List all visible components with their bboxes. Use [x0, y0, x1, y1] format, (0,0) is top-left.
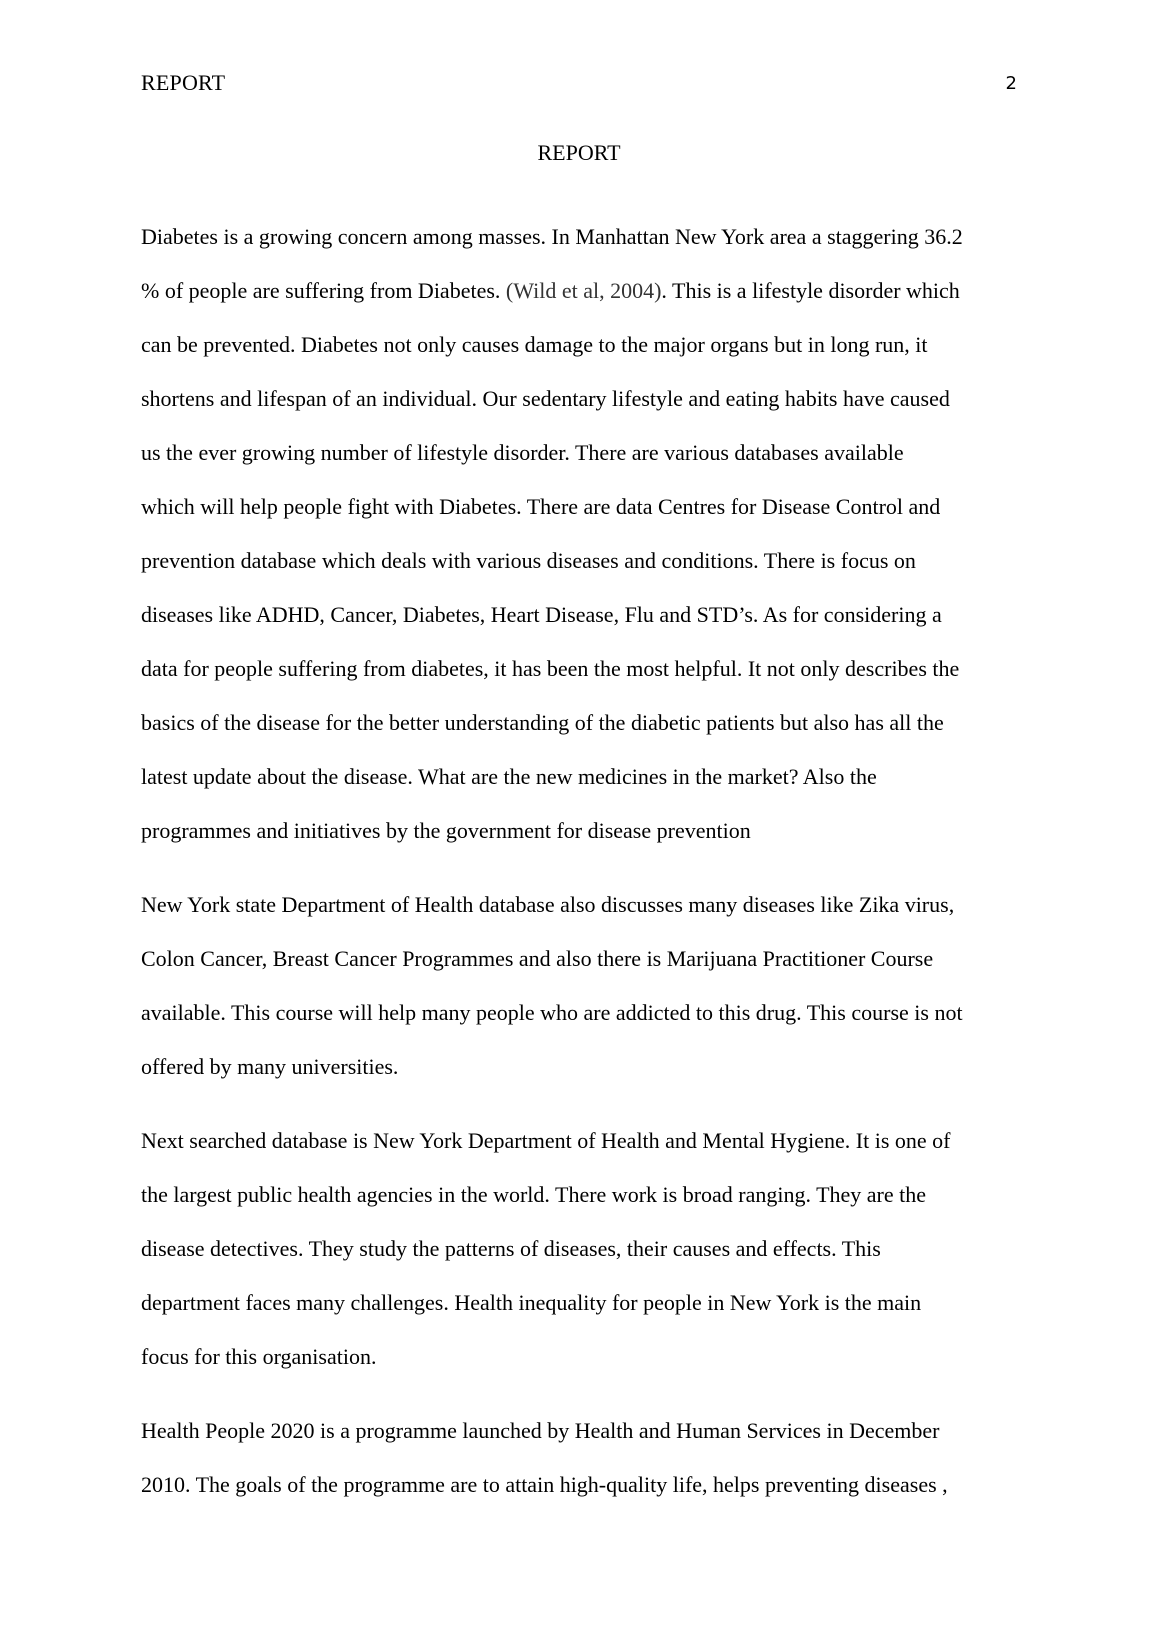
text-line: latest update about the disease. What are the new medicines in the market? Also the	[141, 764, 877, 789]
text-line: available. This course will help many people who are addicted to this drug. This course is not	[141, 1000, 963, 1025]
text-line: diseases like ADHD, Cancer, Diabetes, Heart Disease, Flu and STD’s. As for considering a	[141, 602, 942, 627]
text-line: department faces many challenges. Health inequality for people in New York is the main	[141, 1290, 922, 1315]
text-segment: % of people are suffering from Diabetes.	[141, 278, 506, 303]
text-line: 2010. The goals of the programme are to attain high-quality life, helps preventing diseases ,	[141, 1472, 948, 1497]
paragraph	[141, 878, 1031, 1094]
citation: (Wild et al, 2004)	[505, 278, 662, 303]
text-line: Next searched database is New York Department of Health and Mental Hygiene. It is one of	[141, 1128, 951, 1153]
text-line: the largest public health agencies in the world. There work is broad ranging. They are the	[141, 1182, 927, 1207]
running-head: REPORT	[141, 70, 226, 95]
paragraph	[141, 210, 1031, 858]
text-line: Health People 2020 is a programme launched by Health and Human Services in December	[141, 1418, 940, 1443]
text-line: Diabetes is a growing concern among masses. In Manhattan New York area a staggering 36.2	[141, 224, 963, 249]
page-number: 2	[1005, 73, 1017, 94]
text-line: which will help people fight with Diabetes. There are data Centres for Disease Control and	[141, 494, 941, 519]
text-line: Colon Cancer, Breast Cancer Programmes and also there is Marijuana Practitioner Course	[141, 946, 934, 971]
text-segment: . This is a lifestyle disorder which	[661, 278, 960, 303]
text-line: data for people suffering from diabetes, it has been the most helpful. It not only describes the	[141, 656, 960, 681]
text-line: offered by many universities.	[141, 1054, 399, 1079]
text-line: focus for this organisation.	[141, 1344, 377, 1369]
document-title: REPORT	[537, 140, 621, 165]
text-line	[141, 264, 1031, 318]
paragraph	[141, 1114, 1031, 1384]
text-line: programmes and initiatives by the government for disease prevention	[141, 818, 751, 843]
document-body	[141, 210, 1031, 1532]
text-line: prevention database which deals with various diseases and conditions. There is focus on	[141, 548, 916, 573]
text-line: us the ever growing number of lifestyle disorder. There are various databases available	[141, 440, 904, 465]
text-line: shortens and lifespan of an individual. Our sedentary lifestyle and eating habits have caused	[141, 386, 950, 411]
text-line: can be prevented. Diabetes not only causes damage to the major organs but in long run, it	[141, 332, 928, 357]
text-line: New York state Department of Health database also discusses many diseases like Zika virus,	[141, 892, 955, 917]
text-line: basics of the disease for the better understanding of the diabetic patients but also has all the	[141, 710, 944, 735]
text-line: disease detectives. They study the patterns of diseases, their causes and effects. This	[141, 1236, 881, 1261]
paragraph	[141, 1404, 1031, 1512]
